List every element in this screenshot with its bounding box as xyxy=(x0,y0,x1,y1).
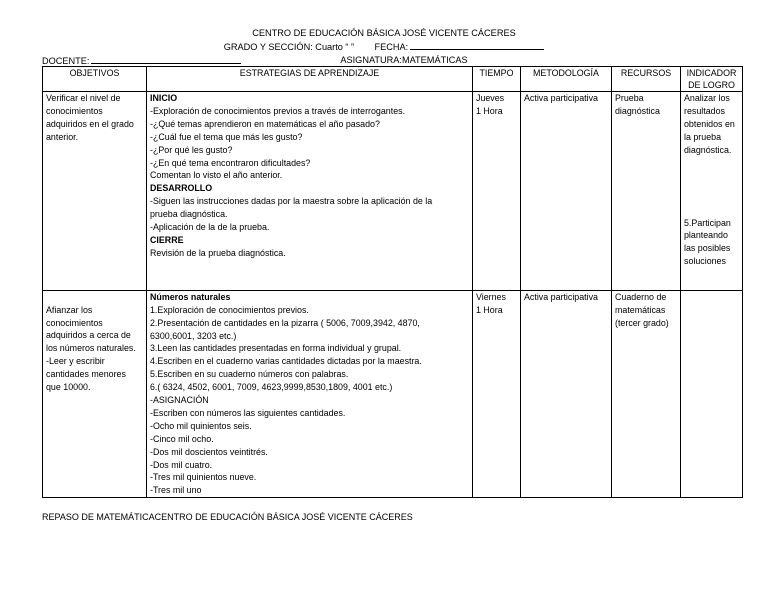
recursos-text: Cuaderno de matemáticas (tercer grado) xyxy=(615,291,669,328)
cell-objetivos xyxy=(43,290,147,498)
col-header-estrategias: ESTRATEGIAS DE APRENDIZAJE xyxy=(147,67,473,92)
col-header-recursos: RECURSOS xyxy=(612,67,681,92)
strategy-line: -Cinco mil ocho. xyxy=(150,433,214,444)
indicador-text: Analizar los resultados obtenidos en la prueba diagnóstica. xyxy=(684,93,735,155)
tiempo-duration: 1 Hora xyxy=(476,105,503,116)
strategy-line: 6300,6001, 3203 etc.) xyxy=(150,330,237,341)
strategy-line: -¿En qué tema encontraron dificultades? xyxy=(150,157,311,168)
metodologia-text: Activa participativa xyxy=(524,93,598,103)
col-header-metodologia: METODOLOGÍA xyxy=(521,67,612,92)
table-row xyxy=(43,92,743,291)
cell-indicador-empty xyxy=(681,290,743,498)
col-header-indicador: INDICADOR DE LOGRO xyxy=(681,67,743,92)
strategy-line: -Dos mil cuatro. xyxy=(150,459,213,470)
strategy-line: 1.Exploración de conocimientos previos. xyxy=(150,304,309,315)
col-header-objetivos: OBJETIVOS xyxy=(43,67,147,92)
docente-blank xyxy=(91,55,241,64)
strategy-line: Revisión de la prueba diagnóstica. xyxy=(150,247,286,258)
strategy-line: -¿Cuál fue el tema que más les gusto? xyxy=(150,131,303,142)
strategy-line: -Tres mil quinientos nueve. xyxy=(150,472,257,483)
cell-estrategias xyxy=(147,92,473,291)
grado-label: GRADO Y SECCIÓN: Cuarto “ ” xyxy=(223,42,355,52)
objetivos-text: Verificar el nivel de conocimientos adquiridos en el grado anterior. xyxy=(46,93,134,142)
fecha-blank xyxy=(410,41,544,50)
grado-fecha-line xyxy=(0,41,768,53)
strategy-line: -Dos mil doscientos veintitrés. xyxy=(150,446,268,457)
table-row xyxy=(43,290,743,498)
cell-recursos xyxy=(612,92,681,291)
strategy-line: 3.Leen las cantidades presentadas en forma individual y grupal. xyxy=(150,343,402,354)
cell-indicador xyxy=(681,92,743,291)
school-title: CENTRO DE EDUCACIÓN BÁSICA JOSÉ VICENTE CÁCERES xyxy=(252,28,516,38)
strategy-line: 4.Escriben en el cuaderno varias cantidades dictadas por la maestra. xyxy=(150,356,422,367)
fecha-label: FECHA: xyxy=(374,42,409,52)
tiempo-day: Jueves xyxy=(476,93,505,103)
objetivos-text: Afianzar los conocimientos adquiridos a cerca de los números naturales. xyxy=(46,304,136,354)
strategy-line: -ASIGNACIÓN xyxy=(150,395,209,406)
tiempo-duration: 1 Hora xyxy=(476,304,503,315)
strategy-line: -Siguen las instrucciones dadas por la maestra sobre la aplicación de la xyxy=(150,196,433,207)
cell-estrategias xyxy=(147,290,473,498)
section-heading: DESARROLLO xyxy=(150,183,213,194)
cell-metodologia xyxy=(521,290,612,498)
section-heading: INICIO xyxy=(150,93,178,103)
tiempo-day: Viernes xyxy=(476,291,506,302)
strategy-line: -¿Qué temas aprendieron en matemáticas el año pasado? xyxy=(150,118,380,129)
strategy-line: 2.Presentación de cantidades en la pizarra ( 5006, 7009,3942, 4870, xyxy=(150,317,420,328)
strategy-line: -Escriben con números las siguientes cantidades. xyxy=(150,407,346,418)
table-header-row xyxy=(43,67,743,92)
col-header-tiempo: TIEMPO xyxy=(473,67,521,92)
objetivos-text-2: -Leer y escribir cantidades menores que 10000. xyxy=(46,356,126,393)
strategy-line: Comentan lo visto el año anterior. xyxy=(150,170,283,181)
docente-label: DOCENTE: xyxy=(42,56,90,66)
strategy-line: -Ocho mil quinientos seis. xyxy=(150,420,252,431)
strategy-line: -Tres mil uno xyxy=(150,485,202,496)
strategy-line: -Aplicación de la de la prueba. xyxy=(150,222,270,233)
metodologia-text: Activa participativa xyxy=(524,291,598,302)
section-heading: CIERRE xyxy=(150,234,184,245)
strategy-line: -Exploración de conocimientos previos a través de interrogantes. xyxy=(150,105,406,116)
strategy-line: 5.Escriben en su cuaderno números con palabras. xyxy=(150,369,349,380)
strategy-line: prueba diagnóstica. xyxy=(150,209,228,220)
strategy-line: 6.( 6324, 4502, 6001, 7009, 4623,9999,8530,1809, 4001 etc.) xyxy=(150,382,393,393)
section-heading: Números naturales xyxy=(150,291,231,302)
cell-metodologia xyxy=(521,92,612,291)
cell-recursos xyxy=(612,290,681,498)
footer-text: REPASO DE MATEMÁTICACENTRO DE EDUCACIÓN BÁSICA JOSÉ VICENTE CÁCERES xyxy=(42,512,413,522)
lesson-plan-table xyxy=(42,66,743,498)
recursos-text: Prueba diagnóstica xyxy=(615,93,660,116)
cell-tiempo xyxy=(473,92,521,291)
strategy-line: -¿Por qué les gusto? xyxy=(150,144,233,155)
docente-line xyxy=(42,55,241,66)
cell-objetivos xyxy=(43,92,147,291)
indicador-text-2: 5.Participan planteando las posibles soluciones xyxy=(684,217,731,267)
asignatura-label: ASIGNATURA:MATEMÁTICAS xyxy=(340,55,468,65)
cell-tiempo xyxy=(473,290,521,498)
